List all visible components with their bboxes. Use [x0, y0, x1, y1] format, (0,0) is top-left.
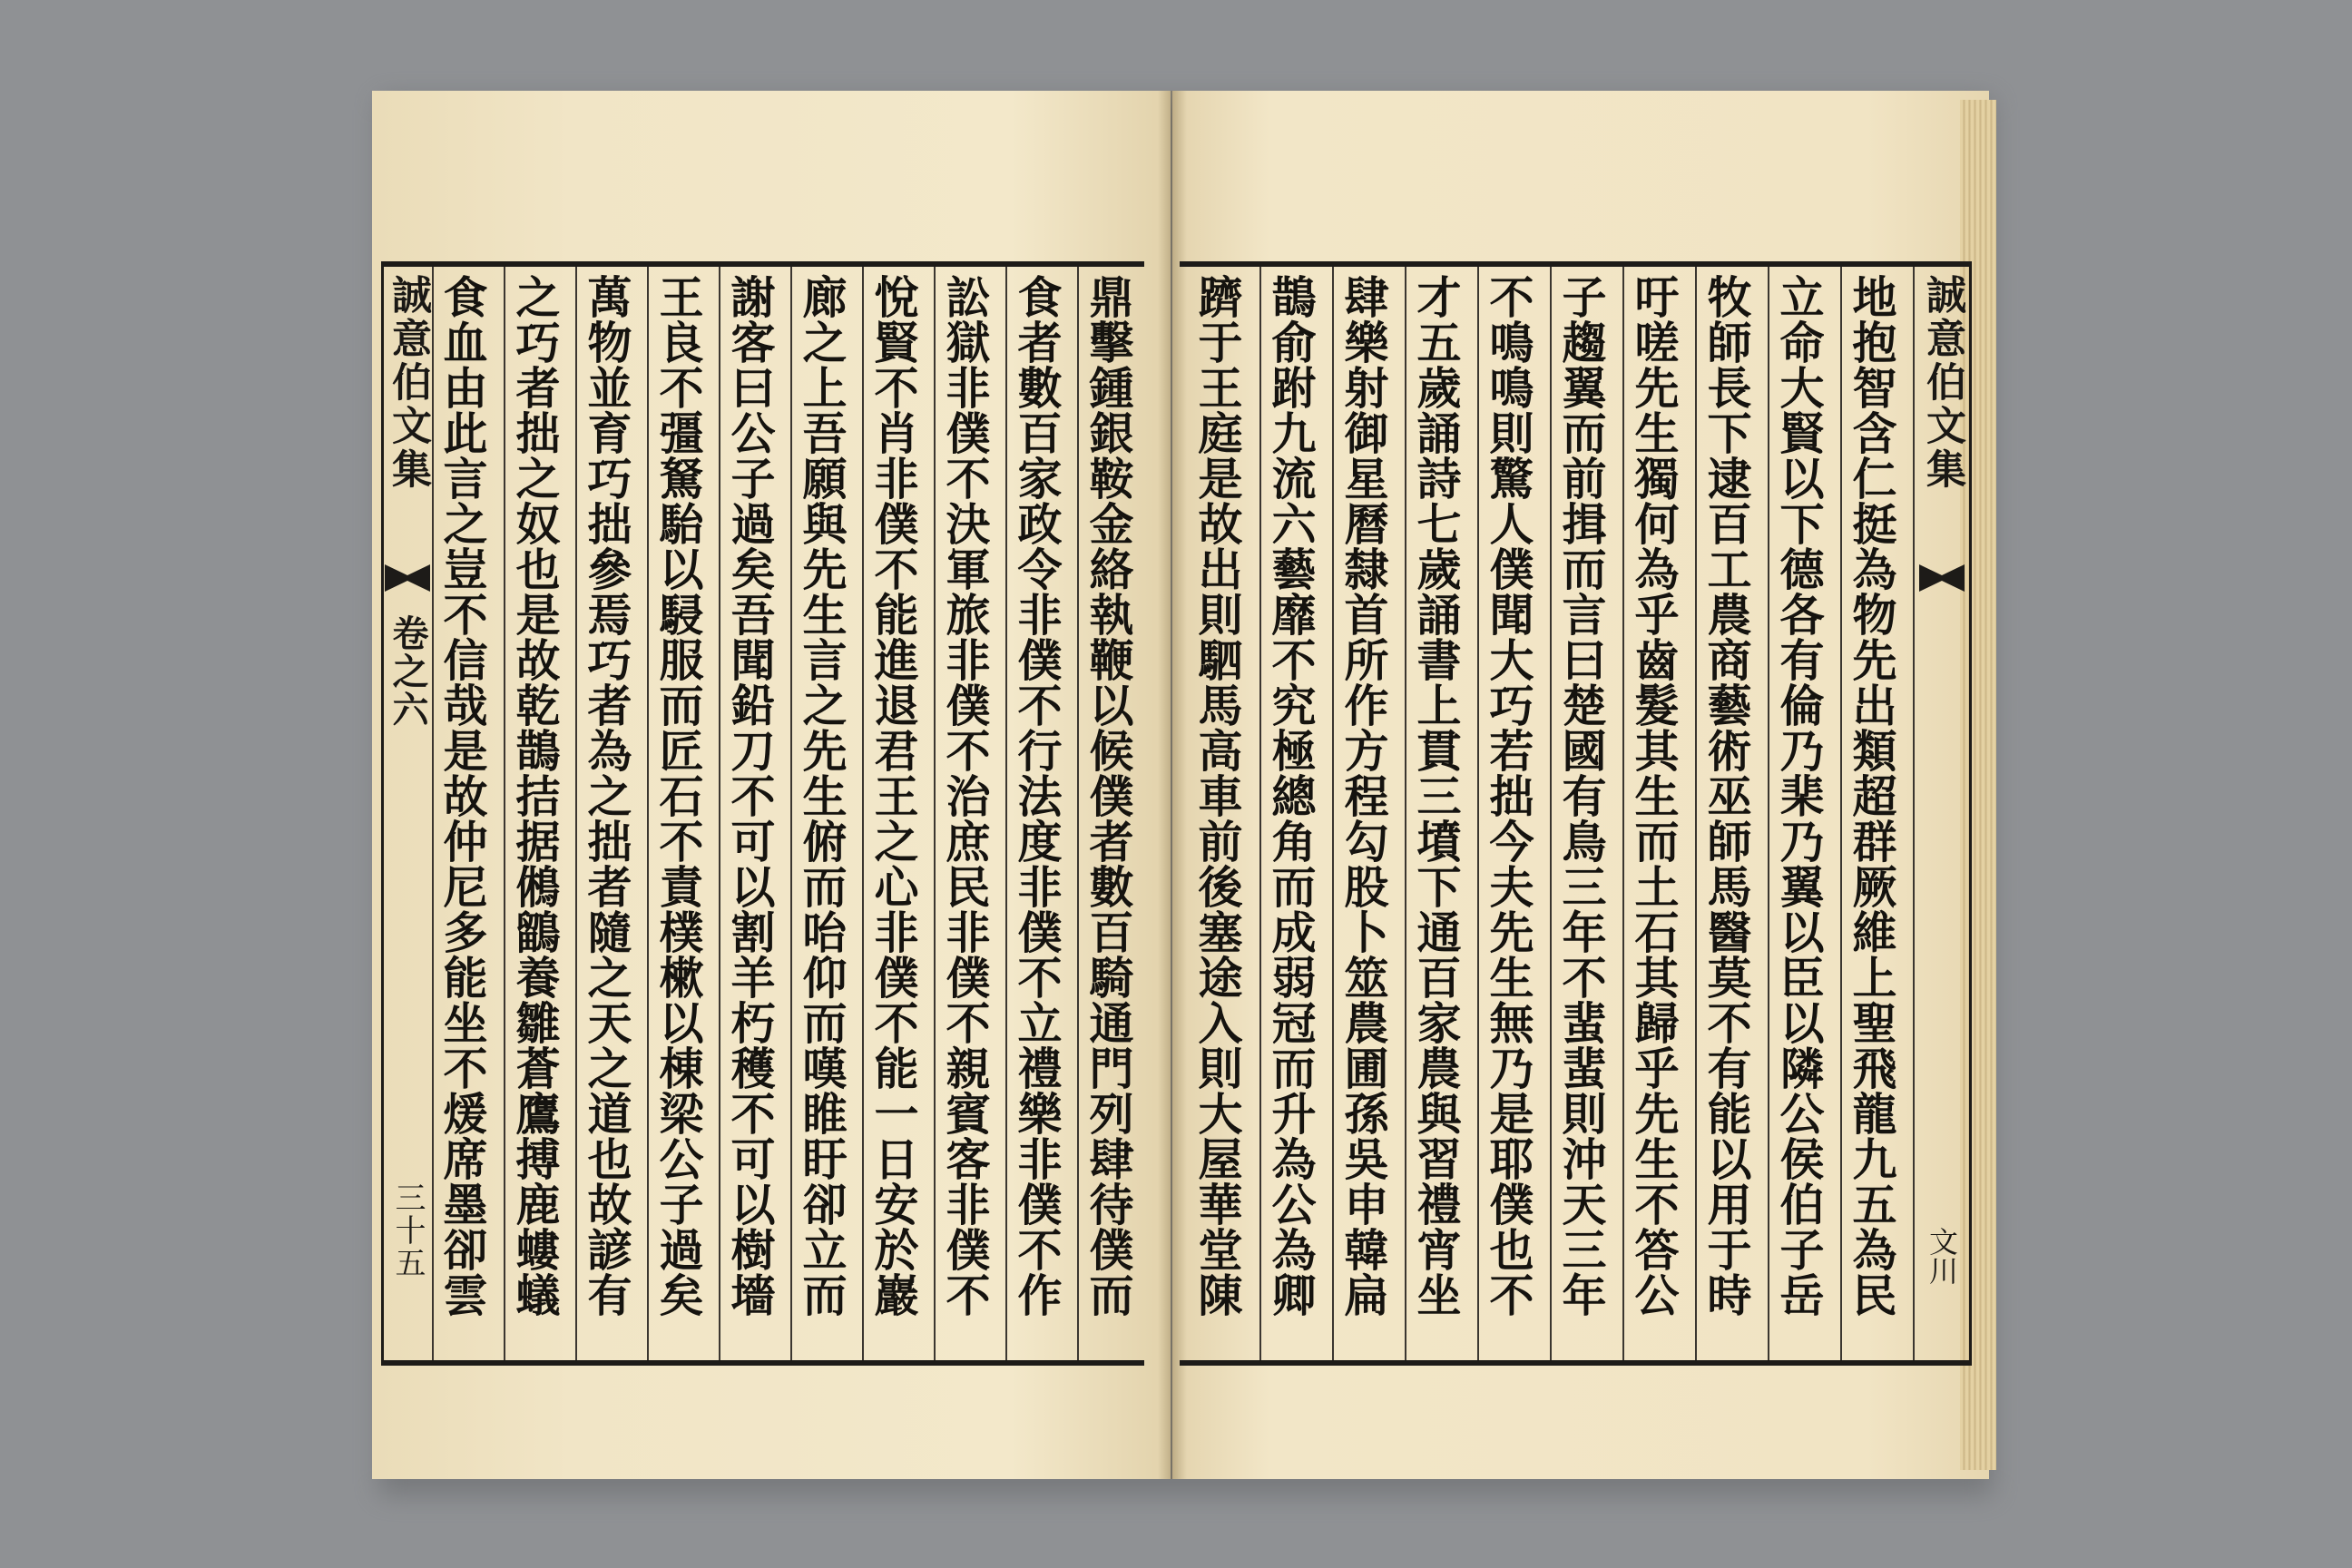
left-text-column-8: 訟獄非僕不決軍旅非僕不治庶民非僕不親賓客非僕不 — [939, 274, 992, 1318]
left-banner-page-number: 三十五 — [389, 1181, 426, 1279]
column-rule — [1768, 267, 1769, 1360]
right-text-column-4: 吁嗟先生獨何為乎齒髮其生而土石其歸乎先生不答公 — [1628, 274, 1681, 1318]
right-text-column-3: 牧師長下逮百工農商藝術巫師馬醫莫不有能以用于時 — [1700, 274, 1753, 1318]
left-text-column-9: 食者數百家政令非僕不行法度非僕不立禮樂非僕不作 — [1011, 274, 1063, 1318]
column-rule — [1332, 267, 1334, 1360]
column-rule — [504, 267, 505, 1360]
left-fish-tail-mark — [385, 564, 430, 592]
left-banner-volume: 卷之六 — [387, 614, 429, 729]
right-banner-column — [1917, 274, 1966, 1354]
column-rule — [575, 267, 577, 1360]
right-text-column-10: 躋于王庭是故出則駟馬高車前後塞途入則大屋華堂陳 — [1191, 274, 1244, 1318]
right-text-column-2: 立命大賢以下德各有倫乃棐乃翼以臣以隣公侯伯子岳 — [1773, 274, 1826, 1318]
column-rule — [1077, 267, 1079, 1360]
column-rule — [1840, 267, 1842, 1360]
left-text-column-5: 謝客曰公子過矣吾聞鉛刀不可以割羊朽穫不可以樹墻 — [724, 274, 777, 1318]
left-text-column-7: 悅賢不肖非僕不能進退君王之心非僕不能一日安於巖 — [867, 274, 920, 1318]
column-rule — [719, 267, 720, 1360]
column-rule — [1622, 267, 1624, 1360]
column-rule — [934, 267, 936, 1360]
column-rule — [432, 267, 434, 1360]
column-rule — [1913, 267, 1915, 1360]
left-banner-title: 誠意伯文集 — [385, 274, 431, 492]
right-banner-mark: 文川 — [1925, 1227, 1959, 1285]
column-rule — [1259, 267, 1261, 1360]
right-banner-title: 誠意伯文集 — [1919, 274, 1965, 492]
left-banner-column — [383, 274, 432, 1354]
left-text-column-10: 鼎擊鍾銀鞍金絡執鞭以候僕者數百騎通門列肆待僕而 — [1083, 274, 1135, 1318]
right-text-column-1: 地抱智含仁挺為物先出類超群厥維上聖飛龍九五為民 — [1846, 274, 1898, 1318]
left-text-column-6: 廊之上吾願與先生言之先生俯而咍仰而嘆睢盱卻立而 — [796, 274, 848, 1318]
column-rule — [647, 267, 649, 1360]
column-rule — [790, 267, 792, 1360]
right-text-column-5: 子趨翼而前揖而言曰楚國有鳥三年不蜚蜚則沖天三年 — [1555, 274, 1608, 1318]
column-rule — [1477, 267, 1479, 1360]
left-text-column-4: 王良不彊駑駘以駸服而匠石不責樸樕以棟梁公子過矣 — [652, 274, 705, 1318]
left-text-column-1: 食血由此言之豈不信哉是故仲尼多能坐不煖席墨卻雲 — [436, 274, 489, 1318]
right-text-column-6: 不鳴鳴則驚人僕聞大巧若拙今夫先生無乃是耶僕也不 — [1483, 274, 1535, 1318]
right-text-column-8: 肆樂射御星曆隸首所作方程勾股卜筮農圃孫吳申韓扁 — [1338, 274, 1390, 1318]
column-rule — [1695, 267, 1697, 1360]
left-text-column-3: 萬物並育巧拙參焉巧者為之拙者隨之天之道也故諺有 — [581, 274, 633, 1318]
right-fish-tail-mark — [1919, 564, 1965, 592]
column-rule — [1005, 267, 1007, 1360]
right-text-column-7: 才五歲誦詩七歲誦書上貫三墳下通百家農與習禮宵坐 — [1410, 274, 1463, 1318]
left-text-column-2: 之巧者拙之奴也是故乾鵲拮据鵂鶹養雛蒼鷹搏鹿螻蟻 — [509, 274, 562, 1318]
column-rule — [862, 267, 864, 1360]
column-rule — [1550, 267, 1552, 1360]
column-rule — [1405, 267, 1406, 1360]
right-text-column-9: 鵲俞跗九流六藝靡不究極總角而成弱冠而升為公為卿 — [1265, 274, 1318, 1318]
